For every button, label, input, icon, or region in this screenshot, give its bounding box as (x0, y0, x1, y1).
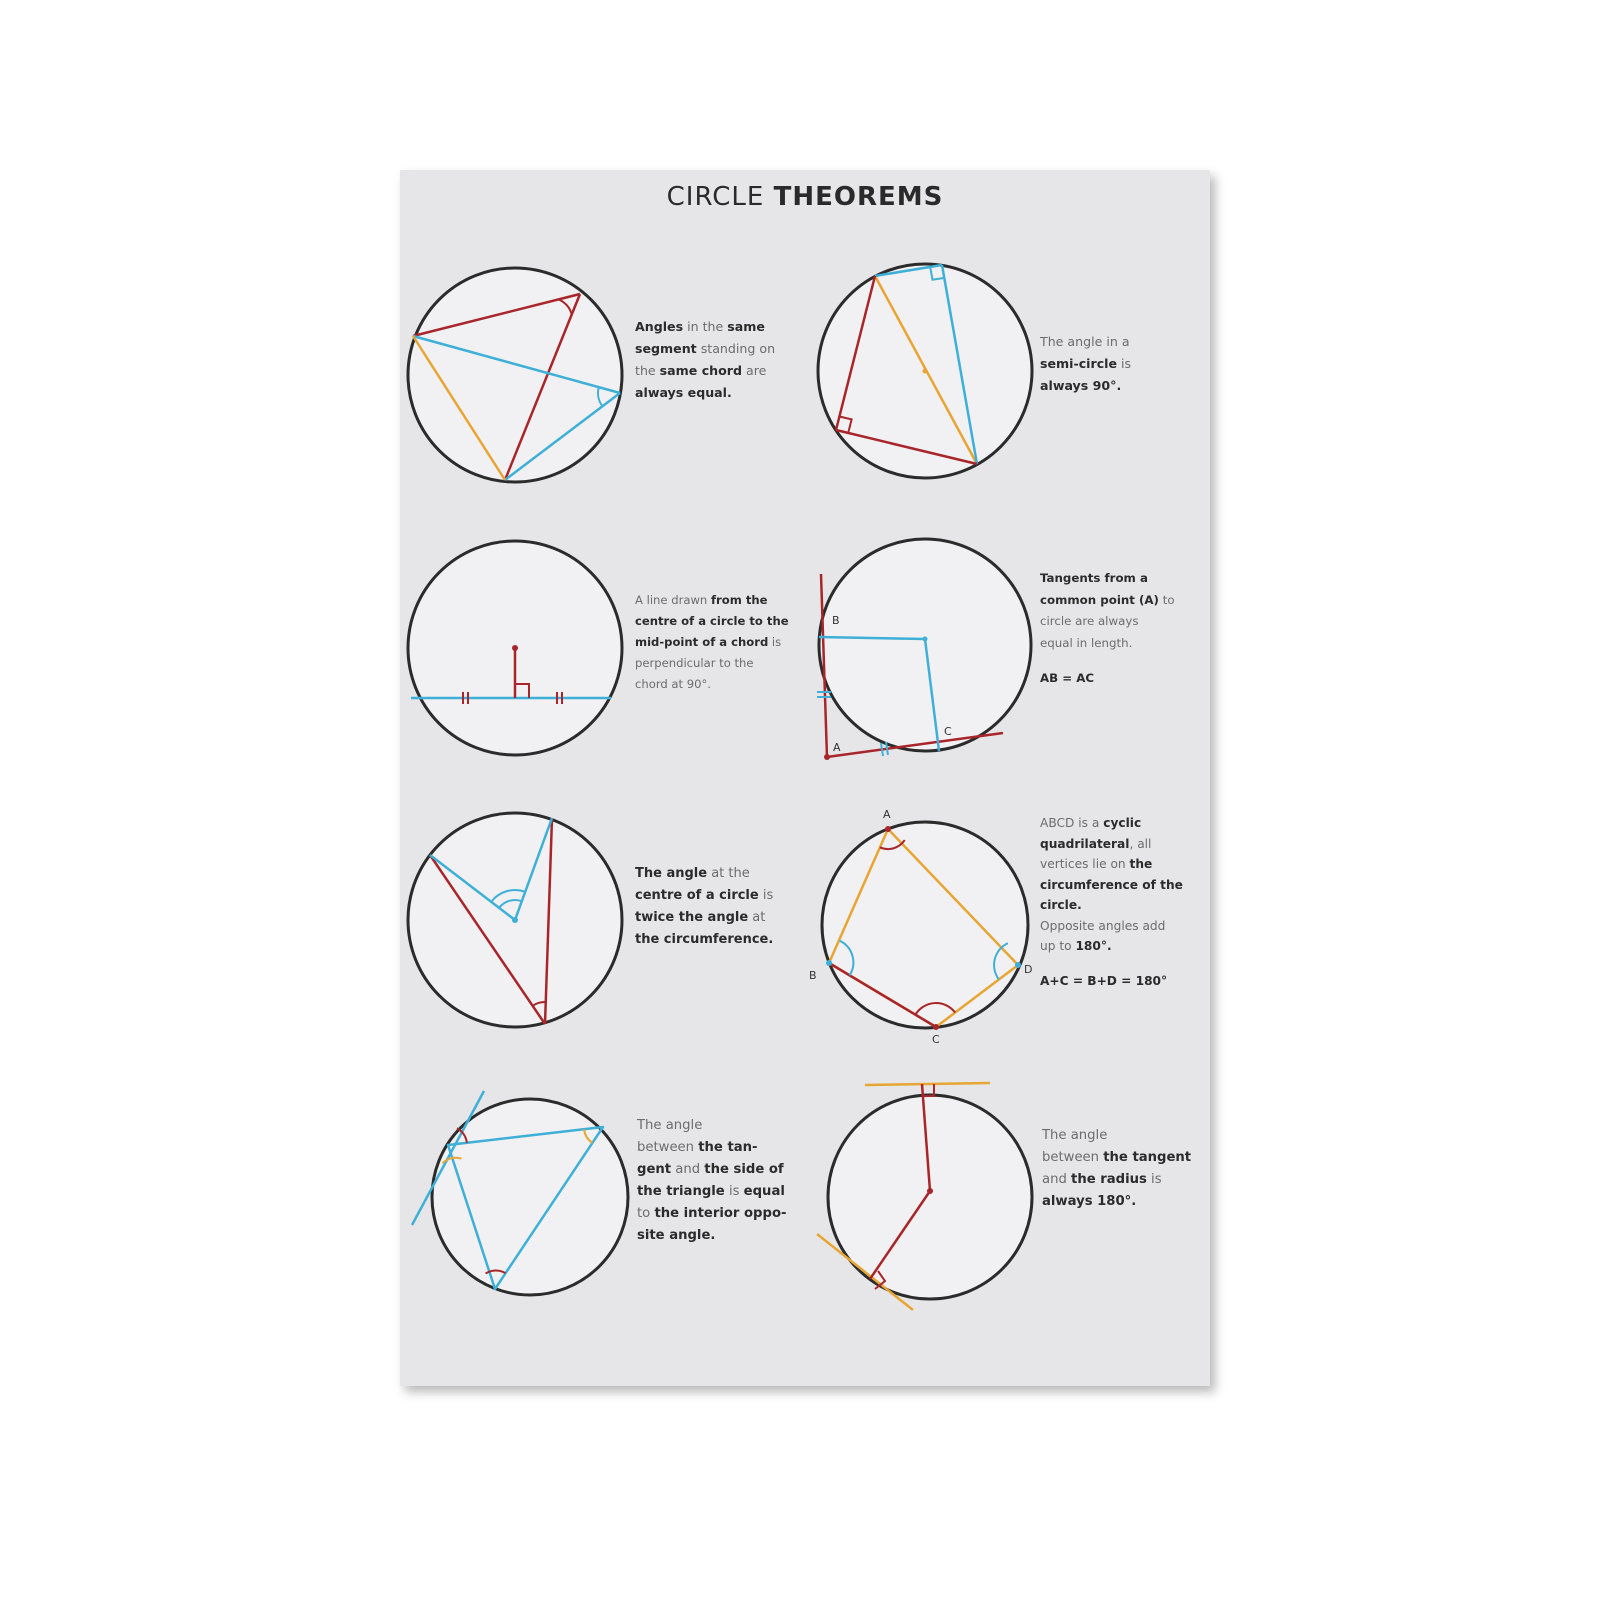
text-segment: is (768, 635, 782, 649)
text-bold-segment: always 180°. (1042, 1194, 1137, 1209)
text-segment: The angle (637, 1118, 703, 1133)
centre-point (927, 1188, 933, 1194)
text-bold-segment: the circumference. (635, 932, 774, 947)
label-c: C (932, 1033, 940, 1046)
text-line (1040, 895, 1210, 916)
text-line (1042, 1147, 1212, 1169)
text-line (635, 907, 810, 929)
text-bold-segment: 180°. (1075, 939, 1112, 953)
text-line (635, 653, 815, 674)
text-bold-segment: semi-circle (1040, 356, 1118, 371)
text-bold-segment: circumference of the (1040, 877, 1183, 892)
centre-point (923, 637, 928, 642)
poster-title (400, 182, 1210, 212)
text-segment: perpendicular to the (635, 656, 754, 670)
text-line (635, 338, 805, 360)
diagram-tangent-radius (805, 1072, 1055, 1322)
text-bold-segment: twice the angle (635, 910, 749, 925)
text-segment: between (637, 1140, 699, 1155)
text-segment: and (671, 1162, 705, 1177)
text-segment: A line drawn (635, 593, 711, 607)
text-line (635, 316, 805, 338)
text-line (635, 929, 810, 951)
vertex-b (826, 960, 832, 966)
vertex-a (885, 826, 891, 832)
diagram-tangents (800, 520, 1050, 770)
equal-tick (881, 743, 883, 756)
text-bold-segment: circle. (1040, 898, 1082, 912)
text-bold-segment: AB = AC (1040, 671, 1095, 685)
title-light: CIRCLE (666, 182, 765, 212)
poster (400, 170, 1210, 1386)
text-line (637, 1225, 807, 1247)
text-same-segment (635, 316, 805, 404)
text-bold-segment: site angle. (637, 1228, 716, 1243)
text-line (1040, 875, 1210, 896)
text-line (1040, 854, 1210, 875)
text-bold-segment: gent (637, 1162, 672, 1177)
text-line (1040, 568, 1210, 590)
label-a: A (833, 741, 841, 754)
text-line (1040, 936, 1210, 957)
text-segment: is (1146, 1172, 1162, 1187)
text-line (637, 1115, 807, 1137)
text-segment: standing on (696, 341, 776, 356)
text-segment: at the (707, 866, 750, 881)
text-line (1042, 1191, 1212, 1213)
text-line (1042, 1169, 1212, 1191)
point-a (824, 754, 830, 760)
text-segment: The angle in a (1040, 334, 1130, 349)
text-bold-segment: from the (710, 593, 768, 607)
centre-point (512, 645, 518, 651)
text-bold-segment: the (1129, 857, 1153, 871)
text-bold-segment: the side of (704, 1162, 784, 1177)
text-segment: to (1158, 592, 1175, 607)
tangent-top (865, 1083, 990, 1085)
title-bold: THEOREMS (773, 182, 944, 212)
text-line (1040, 353, 1200, 375)
diagram-semi-circle (800, 246, 1050, 496)
text-line (1040, 331, 1200, 353)
text-segment: in the (683, 319, 728, 334)
text-alternate-segment (637, 1115, 807, 1247)
text-segment: equal in length. (1040, 635, 1133, 650)
text-line (1040, 633, 1210, 655)
text-segment: are (742, 363, 767, 378)
text-segment: up to (1040, 939, 1076, 953)
text-segment: and (1042, 1172, 1072, 1187)
text-bold-segment: The angle (635, 866, 708, 881)
text-bold-segment: always equal. (635, 385, 732, 400)
label-b: B (809, 969, 817, 982)
text-line (637, 1137, 807, 1159)
text-tangents (1040, 568, 1210, 690)
text-bold-segment: the tangent (1103, 1150, 1192, 1165)
text-segment: circle are always (1040, 614, 1139, 628)
text-line (635, 863, 810, 885)
text-bold-segment: cyclic (1103, 816, 1142, 830)
text-line (635, 674, 815, 695)
text-segment: vertices lie on (1040, 857, 1130, 871)
text-line (1040, 668, 1210, 690)
text-line (1040, 375, 1200, 397)
text-cyclic-quadrilateral (1040, 813, 1210, 991)
diagram-cyclic-quadrilateral (800, 800, 1050, 1050)
text-line (635, 885, 810, 907)
text-bold-segment: centre of a circle (635, 888, 759, 903)
text-segment: , all (1129, 836, 1152, 851)
text-angle-at-centre (635, 863, 810, 951)
text-bold-segment: always 90°. (1040, 378, 1122, 393)
label-c: C (944, 725, 952, 738)
text-line (637, 1203, 807, 1225)
text-bold-segment: A+C = B+D = 180° (1040, 973, 1168, 988)
text-line (637, 1181, 807, 1203)
circle (408, 268, 622, 482)
text-line (635, 382, 805, 404)
text-segment: is (724, 1184, 744, 1199)
diagram-angle-at-centre (390, 795, 640, 1045)
text-bold-segment: Angles (635, 319, 684, 334)
text-line (1042, 1125, 1212, 1147)
text-segment: ABCD is a (1040, 816, 1104, 830)
text-bold-segment: centre of a circle to the (635, 614, 789, 628)
diagram-same-segment (390, 250, 640, 500)
centre-point (512, 917, 518, 923)
text-line (1040, 611, 1210, 633)
text-segment: The angle (1042, 1128, 1108, 1143)
text-segment: at (748, 910, 766, 925)
text-bold-segment: quadrilateral (1040, 836, 1130, 851)
text-semi-circle (1040, 331, 1200, 397)
text-bold-segment: the triangle (637, 1184, 725, 1199)
text-segment: the (635, 363, 660, 378)
text-bold-segment: the tan- (698, 1140, 758, 1155)
text-segment: between (1042, 1150, 1104, 1165)
text-bold-segment: Tangents from a (1040, 571, 1148, 585)
diagram-alternate-segment (405, 1072, 655, 1322)
text-segment: to (637, 1206, 655, 1221)
text-segment: is (1117, 356, 1132, 371)
text-line (635, 632, 815, 653)
text-bold-segment: same chord (659, 363, 743, 378)
vertex-d (1015, 962, 1021, 968)
centre-point (923, 369, 928, 374)
label-b: B (832, 614, 840, 627)
text-line (635, 590, 815, 611)
vertex-c (933, 1024, 939, 1030)
text-line (635, 611, 815, 632)
text-bold-segment: equal (743, 1184, 785, 1199)
text-bold-segment: segment (635, 341, 697, 356)
text-bold-segment: the interior oppo- (654, 1206, 787, 1221)
text-line (1040, 813, 1210, 834)
text-bold-segment: the radius (1071, 1172, 1147, 1187)
text-segment: chord at 90°. (635, 677, 711, 691)
label-a: A (883, 808, 891, 821)
text-line (637, 1159, 807, 1181)
text-line (1040, 834, 1210, 855)
circle (822, 822, 1028, 1028)
label-d: D (1024, 963, 1033, 976)
text-bold-segment: same (727, 319, 765, 334)
text-line (635, 360, 805, 382)
text-chord-perpendicular (635, 590, 815, 695)
text-bold-segment: mid-point of a chord (635, 635, 769, 649)
line-gap (1040, 654, 1210, 668)
text-line (1040, 590, 1210, 612)
text-bold-segment: common point (A) (1040, 592, 1159, 607)
text-line (1040, 971, 1210, 992)
text-line (1040, 916, 1210, 937)
text-segment: Opposite angles add (1040, 918, 1166, 933)
text-tangent-radius (1042, 1125, 1212, 1213)
text-segment: is (758, 888, 774, 903)
diagram-chord-perpendicular (390, 523, 640, 773)
line-gap (1040, 957, 1210, 971)
